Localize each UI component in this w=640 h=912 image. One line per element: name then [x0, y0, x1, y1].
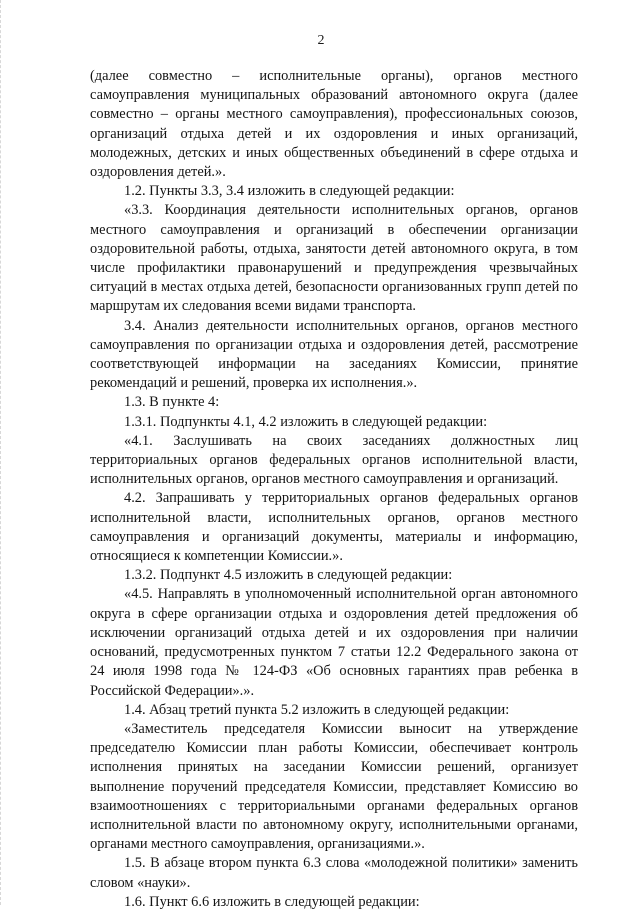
paragraph: 1.6. Пункт 6.6 изложить в следующей редакции:	[124, 893, 420, 910]
paragraph: «Заместитель председателя Комиссии выносит на утверждение председателю Комиссии план работы Комиссии, обеспечивает контроль исполнения принятых на заседании Комиссии решений, организует выполнение поручений председателя Комиссии, представляет Комиссию во взаимоотношениях с территориальными органами федеральных органов исполнительной власти по автономному округу, исполнительными органами, органами местного самоуправления, организациями.».	[90, 720, 578, 853]
paragraph: «3.3. Координация деятельности исполнительных органов, органов местного самоуправления и организаций в обеспечении организации оздоровительной работы, отдыха, занятости детей автономного округа, в том числе профилактики правонарушений и предупреждения чрезвычайных ситуаций в местах отдыха детей, безопасности организованных групп детей по маршрутам их следования всеми видами транспорта.	[90, 202, 578, 315]
paragraph: 4.2. Запрашивать у территориальных органов федеральных органов исполнительной власти, исполнительных органов, органов местного самоуправления и организаций документы, материалы и информацию, относящиеся к компетенции Комиссии.».	[90, 490, 578, 565]
document-body	[90, 67, 578, 912]
paragraph: 1.3. В пункте 4:	[124, 394, 220, 411]
paragraph: 1.3.1. Подпункты 4.1, 4.2 изложить в следующей редакции:	[124, 413, 488, 430]
paragraph: (далее совместно – исполнительные органы), органов местного самоуправления муниципальных образований автономного округа (далее совместно – органы местного самоуправления), профессиональных союзов, организаций отдыха детей и их оздоровления и иных организаций, молодежных, детских и иных общественных объединений в сфере отдыха и оздоровления детей.».	[90, 68, 578, 181]
paragraph: «4.5. Направлять в уполномоченный исполнительной орган автономного округа в сфере организации отдыха и оздоровления детей предложения об исключении организаций отдыха детей и их оздоровления при наличии оснований, предусмотренных пунктом 7 статьи 12.2 Федерального закона от 24 июля 1998 года № 124-ФЗ «Об основных гарантиях прав ребенка в Российской Федерации».».	[90, 586, 578, 699]
paragraph: 3.4. Анализ деятельности исполнительных органов, органов местного самоуправления по организации отдыха и оздоровления детей, рассмотрение соответствующей информации на заседаниях Комиссии, принятие рекомендаций и решений, проверка их исполнения.».	[90, 317, 578, 392]
paragraph: 1.2. Пункты 3.3, 3.4 изложить в следующей редакции:	[124, 183, 455, 200]
paragraph: 1.4. Абзац третий пункта 5.2 изложить в следующей редакции:	[124, 701, 510, 718]
page-number: 2	[317, 33, 325, 48]
paragraph: 1.5. В абзаце втором пункта 6.3 слова «молодежной политики» заменить словом «науки».	[90, 855, 578, 891]
paragraph: 1.3.2. Подпункт 4.5 изложить в следующей редакции:	[124, 567, 453, 584]
paragraph: «4.1. Заслушивать на своих заседаниях должностных лиц территориальных органов федеральных органов исполнительной власти, исполнительных органов, органов местного самоуправления и организаций.	[90, 432, 578, 488]
